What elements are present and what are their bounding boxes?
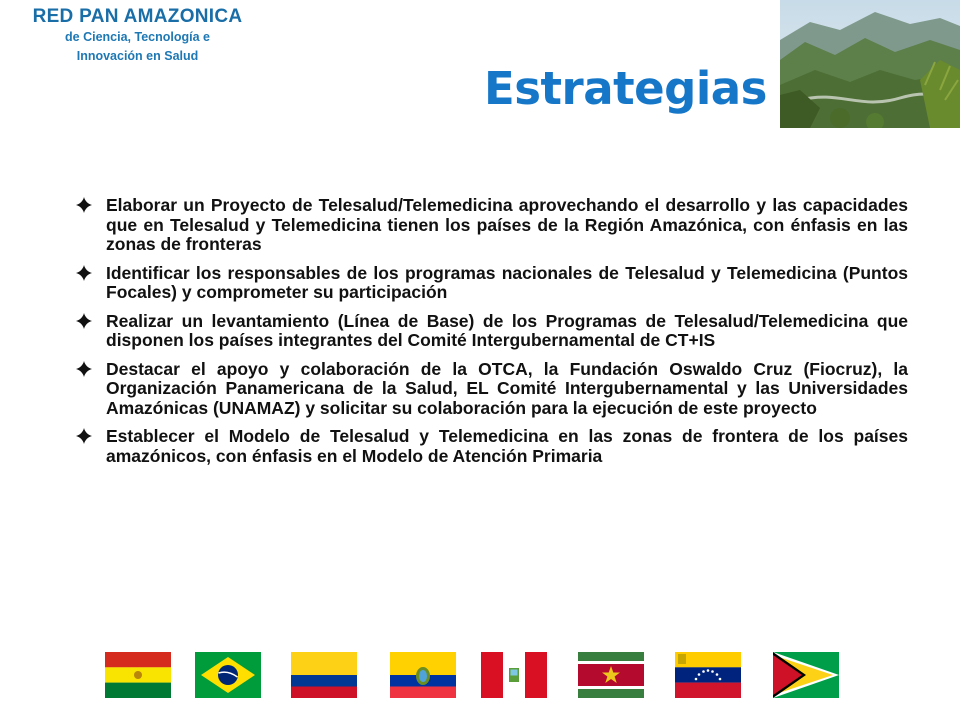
amazon-countries-flags [105, 652, 845, 704]
strategy-text: Destacar el apoyo y colaboración de la OTCA, la Fundación Oswaldo Cruz (Fiocruz), la Organización Panamericana de la Salud, EL Comité Intergubernamental y las Universidades Amazónicas (UNAMAZ) y solicitar su colaboración para la ejecución de este proyecto [106, 358, 908, 418]
diamond-bullet-icon [76, 197, 92, 213]
strategy-text: Elaborar un Proyecto de Telesalud/Telemedicina aprovechando el desarrollo y las capacidades que en Telesalud y Telemedicina tienen los países de la Región Amazónica, con énfasis en las zonas de fronteras [106, 195, 908, 254]
organization-subtitle-line1: de Ciencia, Tecnología e [65, 30, 210, 44]
list-item [76, 312, 908, 351]
guyana-flag [773, 652, 839, 698]
diamond-bullet-icon [76, 428, 92, 444]
venezuela-flag [675, 652, 741, 698]
strategy-list [76, 196, 908, 475]
strategy-text: Realizar un levantamiento (Línea de Base) de los Programas de Telesalud/Telemedicina que disponen los países integrantes del Comité Intergubernamental de CT+IS [106, 310, 908, 350]
peru-flag [481, 652, 547, 698]
strategy-text: Establecer el Modelo de Telesalud y Telemedicina en las zonas de frontera de los países amazónicos, con énfasis en el Modelo de Atención Primaria [106, 426, 908, 466]
brazil-flag [195, 652, 261, 698]
slide-title: Estrategias [484, 62, 767, 115]
list-item [76, 360, 908, 419]
diamond-bullet-icon [76, 361, 92, 377]
colombia-flag [291, 652, 357, 698]
organization-subtitle-line2: Innovación en Salud [76, 49, 199, 63]
organization-name: RED PAN AMAZONICA [32, 6, 243, 27]
strategy-text: Identificar los responsables de los programas nacionales de Telesalud y Telemedicina (Puntos Focales) y comprometer su participación [106, 262, 908, 302]
ecuador-flag [390, 652, 456, 698]
amazon-landscape-photo [780, 0, 960, 128]
organization-header [0, 6, 275, 66]
diamond-bullet-icon [76, 265, 92, 281]
diamond-bullet-icon [76, 313, 92, 329]
list-item [76, 427, 908, 466]
bolivia-flag [105, 652, 171, 698]
suriname-flag [578, 652, 644, 698]
list-item [76, 196, 908, 255]
list-item [76, 264, 908, 303]
